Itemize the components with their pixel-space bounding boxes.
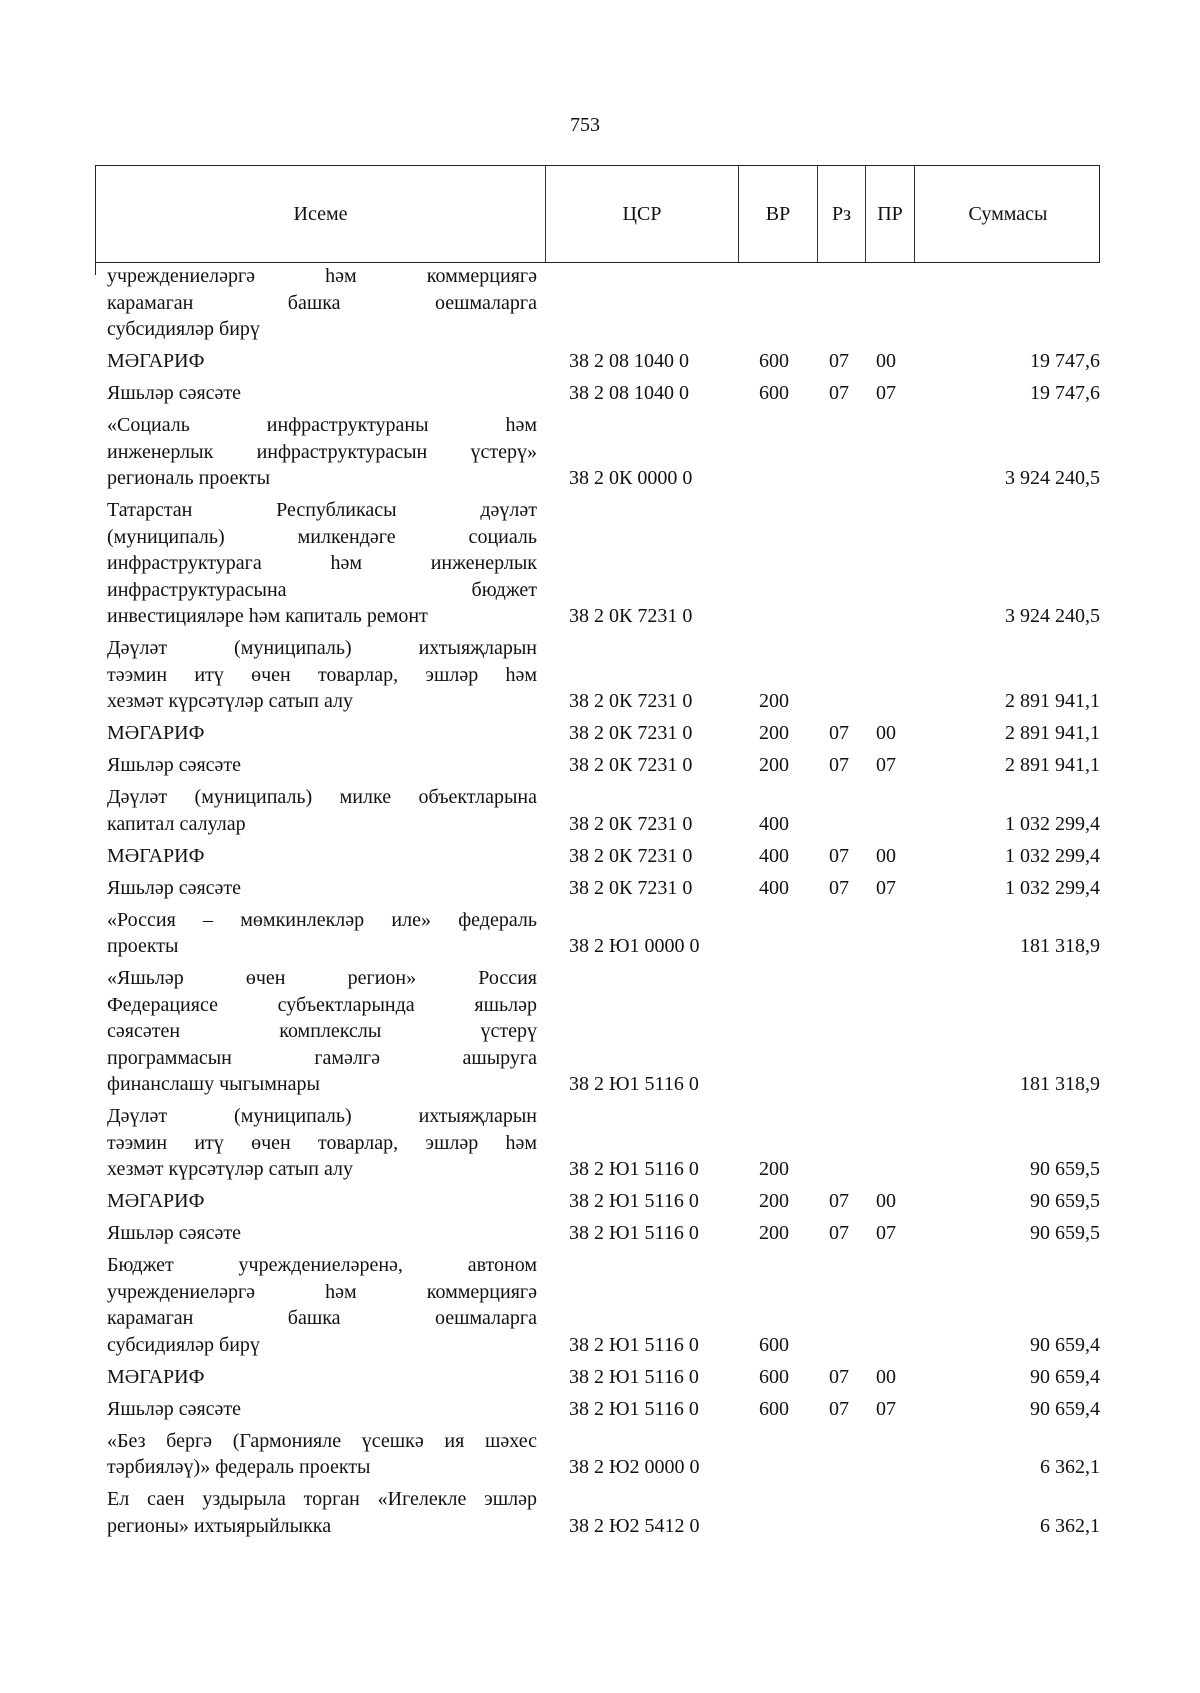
row-name-line: инвестицияләре һәм капиталь ремонт bbox=[107, 605, 428, 627]
row-vr: 600 bbox=[759, 382, 789, 404]
row-vr: 200 bbox=[759, 722, 789, 744]
row-name-line: Яшьләр сәясәте bbox=[107, 382, 242, 404]
row-sum: 181 318,9 bbox=[1020, 935, 1100, 957]
row-vr: 400 bbox=[759, 876, 789, 899]
row-vr: 200 bbox=[759, 754, 789, 776]
table-row bbox=[95, 1188, 1100, 1215]
row-name bbox=[95, 1252, 545, 1358]
row-csr: 38 2 Ю2 5412 0 bbox=[569, 1514, 700, 1537]
table-row bbox=[95, 1252, 1100, 1358]
row-csr: 38 2 Ю1 5116 0 bbox=[569, 1190, 699, 1212]
row-rz bbox=[817, 965, 865, 1098]
row-pr: 00 bbox=[876, 844, 896, 867]
row-name bbox=[95, 497, 545, 630]
row-rz bbox=[817, 263, 865, 343]
row-rz bbox=[817, 1252, 865, 1358]
row-csr: 38 2 0К 7231 0 bbox=[569, 844, 693, 867]
row-pr bbox=[865, 1428, 914, 1481]
row-pr bbox=[865, 1252, 914, 1358]
row-rz: 07 bbox=[829, 1222, 849, 1244]
table-row bbox=[95, 635, 1100, 715]
row-name-line: инженерлык инфраструктурасын үстерү» bbox=[107, 440, 537, 463]
table-row bbox=[95, 875, 1100, 902]
row-sum: 2 891 941,1 bbox=[1005, 722, 1100, 744]
row-rz bbox=[817, 1486, 865, 1539]
row-pr bbox=[865, 1103, 914, 1183]
row-rz: 07 bbox=[829, 1397, 849, 1420]
row-sum: 3 924 240,5 bbox=[1005, 467, 1100, 489]
table-row bbox=[95, 752, 1100, 779]
row-sum: 90 659,5 bbox=[1030, 1222, 1100, 1244]
row-name bbox=[95, 1486, 545, 1539]
row-rz bbox=[817, 907, 865, 960]
row-pr: 00 bbox=[876, 1365, 896, 1388]
row-name bbox=[95, 635, 545, 715]
row-name bbox=[95, 752, 545, 779]
row-name-line: (муниципаль) милкендәге социаль bbox=[107, 525, 537, 548]
table-row bbox=[95, 1220, 1100, 1247]
row-pr: 00 bbox=[876, 1190, 896, 1212]
row-name-line: Яшьләр сәясәте bbox=[107, 1222, 242, 1244]
row-csr: 38 2 0К 0000 0 bbox=[569, 467, 693, 489]
row-vr bbox=[738, 263, 817, 343]
row-csr: 38 2 Ю1 5116 0 bbox=[569, 1158, 699, 1180]
row-pr bbox=[865, 497, 914, 630]
row-sum: 1 032 299,4 bbox=[1005, 812, 1100, 835]
table-body bbox=[95, 263, 1100, 1539]
table-row bbox=[95, 412, 1100, 492]
row-pr bbox=[865, 412, 914, 492]
row-pr: 07 bbox=[876, 1222, 896, 1244]
row-name-line: региональ проекты bbox=[107, 467, 271, 489]
row-name-line: тәрбияләү)» федераль проекты bbox=[107, 1456, 371, 1478]
row-csr: 38 2 0К 7231 0 bbox=[569, 690, 693, 712]
row-name-line: сәясәтен комплекслы үстерү bbox=[107, 1020, 537, 1042]
row-sum: 90 659,4 bbox=[1030, 1333, 1100, 1356]
row-name bbox=[95, 1396, 545, 1423]
row-csr: 38 2 0К 7231 0 bbox=[569, 754, 693, 776]
row-vr: 600 bbox=[759, 1333, 789, 1356]
row-rz: 07 bbox=[829, 350, 849, 372]
row-rz bbox=[817, 497, 865, 630]
table-row bbox=[95, 1364, 1100, 1391]
row-name-line: субсидияләр бирү bbox=[107, 1333, 260, 1356]
row-name-line: «Социаль инфраструктураны һәм bbox=[107, 414, 537, 436]
row-name-line: МӘГАРИФ bbox=[107, 722, 205, 744]
row-pr: 07 bbox=[876, 754, 896, 776]
row-vr bbox=[738, 1486, 817, 1539]
header-rz: Рз bbox=[818, 166, 866, 262]
row-name bbox=[95, 348, 545, 375]
table-row bbox=[95, 380, 1100, 407]
row-name-line: МӘГАРИФ bbox=[107, 844, 205, 867]
header-pr: ПР bbox=[866, 166, 915, 262]
table-left-border bbox=[95, 263, 96, 275]
row-sum: 6 362,1 bbox=[1040, 1514, 1100, 1537]
row-vr bbox=[738, 965, 817, 1098]
row-name bbox=[95, 907, 545, 960]
table-row bbox=[95, 720, 1100, 747]
row-name bbox=[95, 380, 545, 407]
row-rz: 07 bbox=[829, 382, 849, 404]
table-row bbox=[95, 1428, 1100, 1481]
row-name bbox=[95, 1103, 545, 1183]
row-csr: 38 2 0К 7231 0 bbox=[569, 722, 693, 744]
row-name-line: хезмәт күрсәтүләр сатып алу bbox=[107, 690, 353, 712]
header-vr: ВР bbox=[739, 166, 818, 262]
row-vr: 200 bbox=[759, 690, 789, 712]
row-name-line: карамаган башка оешмаларга bbox=[107, 291, 537, 314]
header-name: Исеме bbox=[96, 166, 546, 262]
row-pr bbox=[865, 907, 914, 960]
row-vr bbox=[738, 497, 817, 630]
row-name-line: МӘГАРИФ bbox=[107, 1190, 205, 1212]
row-csr: 38 2 Ю1 5116 0 bbox=[569, 1222, 699, 1244]
table-row bbox=[95, 263, 1100, 343]
row-vr: 600 bbox=[759, 1365, 789, 1388]
budget-table bbox=[95, 165, 1100, 1545]
row-pr bbox=[865, 965, 914, 1098]
row-csr: 38 2 0К 7231 0 bbox=[569, 605, 693, 627]
row-name-line: «Яшьләр өчен регион» Россия bbox=[107, 967, 537, 989]
row-name-line: учреждениеләргә һәм коммерциягә bbox=[107, 1280, 537, 1303]
row-vr: 200 bbox=[759, 1190, 789, 1212]
row-rz bbox=[817, 412, 865, 492]
row-rz: 07 bbox=[829, 722, 849, 744]
row-sum: 3 924 240,5 bbox=[1005, 605, 1100, 627]
row-csr: 38 2 Ю1 5116 0 bbox=[569, 1073, 699, 1095]
row-name-line: Яшьләр сәясәте bbox=[107, 754, 242, 776]
table-row bbox=[95, 843, 1100, 870]
row-name-line: субсидияләр бирү bbox=[107, 318, 260, 340]
row-name-line: Ел саен уздырыла торган «Игелекле эшләр bbox=[107, 1488, 537, 1510]
row-rz: 07 bbox=[829, 844, 849, 867]
row-name-line: Дәүләт (муниципаль) ихтыяҗларын bbox=[107, 637, 537, 659]
table-row bbox=[95, 1103, 1100, 1183]
row-csr: 38 2 Ю2 0000 0 bbox=[569, 1456, 700, 1478]
table-row bbox=[95, 1486, 1100, 1539]
table-row bbox=[95, 784, 1100, 837]
row-rz: 07 bbox=[829, 1365, 849, 1388]
row-name-line: Татарстан Республикасы дәүләт bbox=[107, 499, 537, 521]
row-name bbox=[95, 784, 545, 837]
table-header bbox=[95, 165, 1100, 263]
row-pr bbox=[865, 635, 914, 715]
row-csr: 38 2 0К 7231 0 bbox=[569, 812, 693, 835]
row-sum: 19 747,6 bbox=[1030, 382, 1100, 404]
row-sum: 2 891 941,1 bbox=[1005, 690, 1100, 712]
row-csr: 38 2 Ю1 5116 0 bbox=[569, 1365, 699, 1388]
row-name bbox=[95, 263, 545, 343]
row-pr: 00 bbox=[876, 722, 896, 744]
row-sum: 181 318,9 bbox=[1020, 1073, 1100, 1095]
row-name-line: тәэмин итү өчен товарлар, эшләр һәм bbox=[107, 1131, 537, 1154]
row-name-line: капитал салулар bbox=[107, 812, 246, 835]
row-pr bbox=[865, 784, 914, 837]
row-name-line: Яшьләр сәясәте bbox=[107, 1397, 242, 1420]
row-name bbox=[95, 875, 545, 902]
row-vr: 400 bbox=[759, 844, 789, 867]
row-name bbox=[95, 1428, 545, 1481]
row-pr: 00 bbox=[876, 350, 896, 372]
row-pr bbox=[865, 1486, 914, 1539]
row-sum: 2 891 941,1 bbox=[1005, 754, 1100, 776]
row-name bbox=[95, 965, 545, 1098]
header-csr: ЦСР bbox=[546, 166, 739, 262]
table-row bbox=[95, 497, 1100, 630]
row-name bbox=[95, 1188, 545, 1215]
row-csr: 38 2 0К 7231 0 bbox=[569, 876, 693, 899]
row-vr: 400 bbox=[759, 812, 789, 835]
row-rz bbox=[817, 1428, 865, 1481]
row-name-line: МӘГАРИФ bbox=[107, 1365, 205, 1388]
row-name-line: Бюджет учреждениеләренә, автоном bbox=[107, 1254, 537, 1276]
row-name-line: инфраструктурасына бюджет bbox=[107, 578, 537, 601]
row-vr: 600 bbox=[759, 350, 789, 372]
row-rz bbox=[817, 784, 865, 837]
row-sum: 6 362,1 bbox=[1040, 1456, 1100, 1478]
row-vr: 600 bbox=[759, 1397, 789, 1420]
row-name-line: Яшьләр сәясәте bbox=[107, 876, 242, 899]
row-name-line: тәэмин итү өчен товарлар, эшләр һәм bbox=[107, 663, 537, 686]
row-pr: 07 bbox=[876, 876, 896, 899]
row-rz bbox=[817, 635, 865, 715]
row-name-line: учреждениеләргә һәм коммерциягә bbox=[107, 265, 537, 287]
row-vr bbox=[738, 1428, 817, 1481]
row-vr: 200 bbox=[759, 1222, 789, 1244]
row-sum: 1 032 299,4 bbox=[1005, 844, 1100, 867]
row-name-line: «Без бергә (Гармонияле үсешкә ия шәхес bbox=[107, 1429, 537, 1452]
table-row bbox=[95, 1396, 1100, 1423]
row-name-line: хезмәт күрсәтүләр сатып алу bbox=[107, 1158, 353, 1180]
row-csr: 38 2 Ю1 5116 0 bbox=[569, 1397, 699, 1420]
row-name-line: Дәүләт (муниципаль) милке объектларына bbox=[107, 786, 537, 808]
row-sum: 90 659,5 bbox=[1030, 1190, 1100, 1212]
row-csr: 38 2 08 1040 0 bbox=[569, 350, 689, 372]
row-sum: 19 747,6 bbox=[1030, 350, 1100, 372]
row-sum: 90 659,4 bbox=[1030, 1365, 1100, 1388]
row-vr bbox=[738, 907, 817, 960]
table-row bbox=[95, 965, 1100, 1098]
header-sum: Суммасы bbox=[968, 202, 1048, 225]
table-row bbox=[95, 348, 1100, 375]
row-name-line: «Россия – мөмкинлекләр иле» федераль bbox=[107, 908, 537, 931]
row-name bbox=[95, 1364, 545, 1391]
row-pr: 07 bbox=[876, 1397, 896, 1420]
row-rz bbox=[817, 1103, 865, 1183]
page-number: 753 bbox=[570, 114, 600, 136]
row-sum: 90 659,5 bbox=[1030, 1158, 1100, 1180]
row-name-line: программасын гамәлгә ашыруга bbox=[107, 1046, 537, 1069]
row-vr bbox=[738, 412, 817, 492]
row-rz: 07 bbox=[829, 1190, 849, 1212]
row-name bbox=[95, 1220, 545, 1247]
row-name-line: Дәүләт (муниципаль) ихтыяҗларын bbox=[107, 1105, 537, 1127]
table-row bbox=[95, 907, 1100, 960]
row-rz: 07 bbox=[829, 754, 849, 776]
row-name-line: финанслашу чыгымнары bbox=[107, 1073, 320, 1095]
row-sum bbox=[914, 263, 1100, 343]
row-pr bbox=[865, 263, 914, 343]
row-csr: 38 2 Ю1 5116 0 bbox=[569, 1333, 699, 1356]
row-pr: 07 bbox=[876, 382, 896, 404]
row-name-line: Федерациясе субъектларында яшьләр bbox=[107, 993, 537, 1016]
row-name-line: карамаган башка оешмаларга bbox=[107, 1307, 537, 1329]
row-csr: 38 2 08 1040 0 bbox=[569, 382, 689, 404]
row-rz: 07 bbox=[829, 876, 849, 899]
row-vr: 200 bbox=[759, 1158, 789, 1180]
row-name-line: проекты bbox=[107, 935, 179, 957]
row-name-line: инфраструктурага һәм инженерлык bbox=[107, 552, 537, 574]
row-name bbox=[95, 412, 545, 492]
row-name-line: МӘГАРИФ bbox=[107, 350, 205, 372]
row-csr bbox=[545, 263, 738, 343]
row-csr: 38 2 Ю1 0000 0 bbox=[569, 935, 700, 957]
row-name bbox=[95, 843, 545, 870]
row-name-line: регионы» ихтыярыйлыкка bbox=[107, 1514, 332, 1537]
row-sum: 90 659,4 bbox=[1030, 1397, 1100, 1420]
row-sum: 1 032 299,4 bbox=[1005, 876, 1100, 899]
row-name bbox=[95, 720, 545, 747]
